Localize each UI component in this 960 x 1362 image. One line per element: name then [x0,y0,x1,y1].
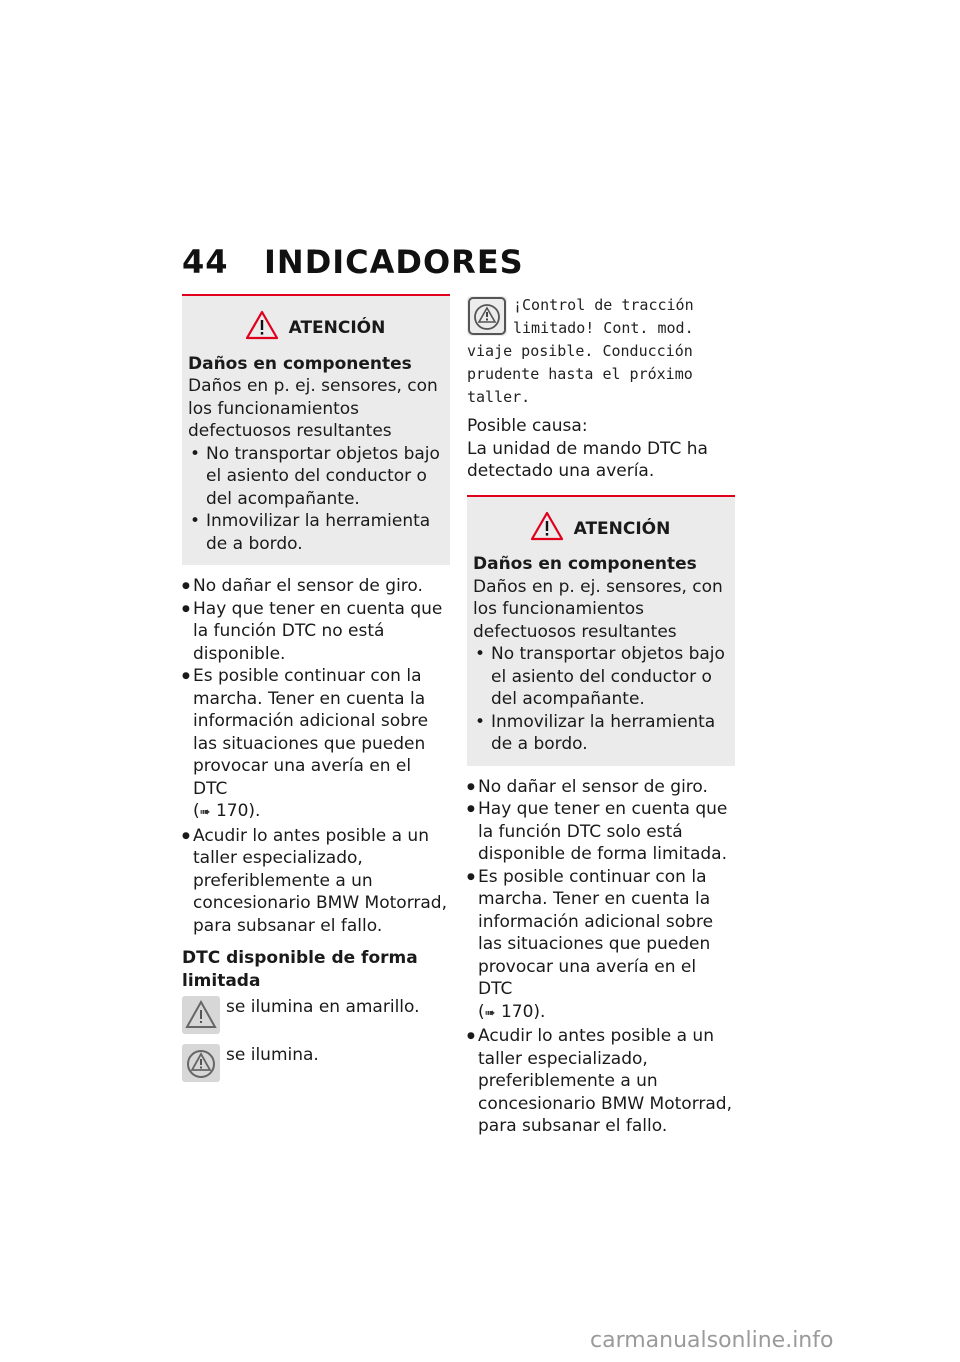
display-text: ¡Control de tracción limitado! Cont. mod. viaje posible. Conducción prudente hasta el próximo taller. [467,296,694,406]
warning-text: Daños en p. ej. sensores, con los funcionamientos defectuosos resultantes [473,576,723,642]
warning-box [182,294,450,565]
page-ref: 170). [215,801,261,821]
warning-text: Daños en p. ej. sensores, con los funcionamientos defectuosos resultantes [188,376,438,441]
list-item: • Inmovilizar la herramienta de a bordo. [188,510,442,555]
warning-triangle-icon [245,310,279,347]
cause-label: Posible causa: [467,416,588,436]
display-message [467,294,735,409]
list-item: ● No dañar el sensor de giro. [182,575,450,598]
dtc-warning-icon [467,296,507,336]
warning-heading: Daños en componentes [473,554,697,574]
list-item: ● Es posible continuar con la marcha. Tener en cuenta la información adicional sobre las situaciones que pueden provocar una avería en el DTC (➠ 170). [467,866,735,1026]
page-header [182,243,524,281]
page-title: INDICADORES [264,243,524,281]
dtc-indicator-icon [182,996,220,1034]
list-item: ● Hay que tener en cuenta que la función DTC solo está disponible de forma limitada. [467,798,735,866]
left-column [182,294,450,1082]
bullet-list [467,776,735,1138]
list-item: • No transportar objetos bajo el asiento del conductor o del acompañante. [473,643,727,711]
indicator-row [182,1044,450,1082]
section-heading: DTC disponible de forma limitada [182,948,418,991]
dtc-general-warning-icon [182,1044,220,1082]
watermark: carmanualsonline.info [590,1328,834,1353]
warning-list [188,443,442,556]
warning-title: ATENCIÓN [573,518,671,539]
cause-text: La unidad de mando DTC ha detectado una avería. [467,438,708,481]
list-item: • No transportar objetos bajo el asiento del conductor o del acompañante. [188,443,442,511]
bullet-list [182,575,450,937]
right-column [467,294,735,1138]
indicator-text: se ilumina en amarillo. [226,997,420,1017]
list-item: ● Hay que tener en cuenta que la función DTC no está disponible. [182,598,450,666]
list-item: ● Acudir lo antes posible a un taller especializado, preferiblemente a un concesionario BMW Motorrad, para subsanar el fallo. [182,825,450,938]
page-ref-arrow-icon: ➠ [484,1005,496,1021]
list-item: ● No dañar el sensor de giro. [467,776,735,799]
warning-triangle-icon [530,511,564,548]
page-number: 44 [182,243,229,281]
warning-box [467,495,735,766]
warning-heading: Daños en componentes [188,353,412,374]
list-item: • Inmovilizar la herramienta de a bordo. [473,711,727,756]
page-ref: 170). [500,1001,546,1022]
list-item: ● Es posible continuar con la marcha. Tener en cuenta la información adicional sobre las situaciones que pueden provocar una avería en el DTC (➠ 170). [182,665,450,825]
indicator-row [182,996,450,1034]
list-item: ● Acudir lo antes posible a un taller especializado, preferiblemente a un concesionario BMW Motorrad, para subsanar el fallo. [467,1025,735,1138]
page-ref-arrow-icon: ➠ [199,805,211,820]
warning-list [473,643,727,756]
warning-title: ATENCIÓN [288,318,386,338]
indicator-text: se ilumina. [226,1045,319,1065]
